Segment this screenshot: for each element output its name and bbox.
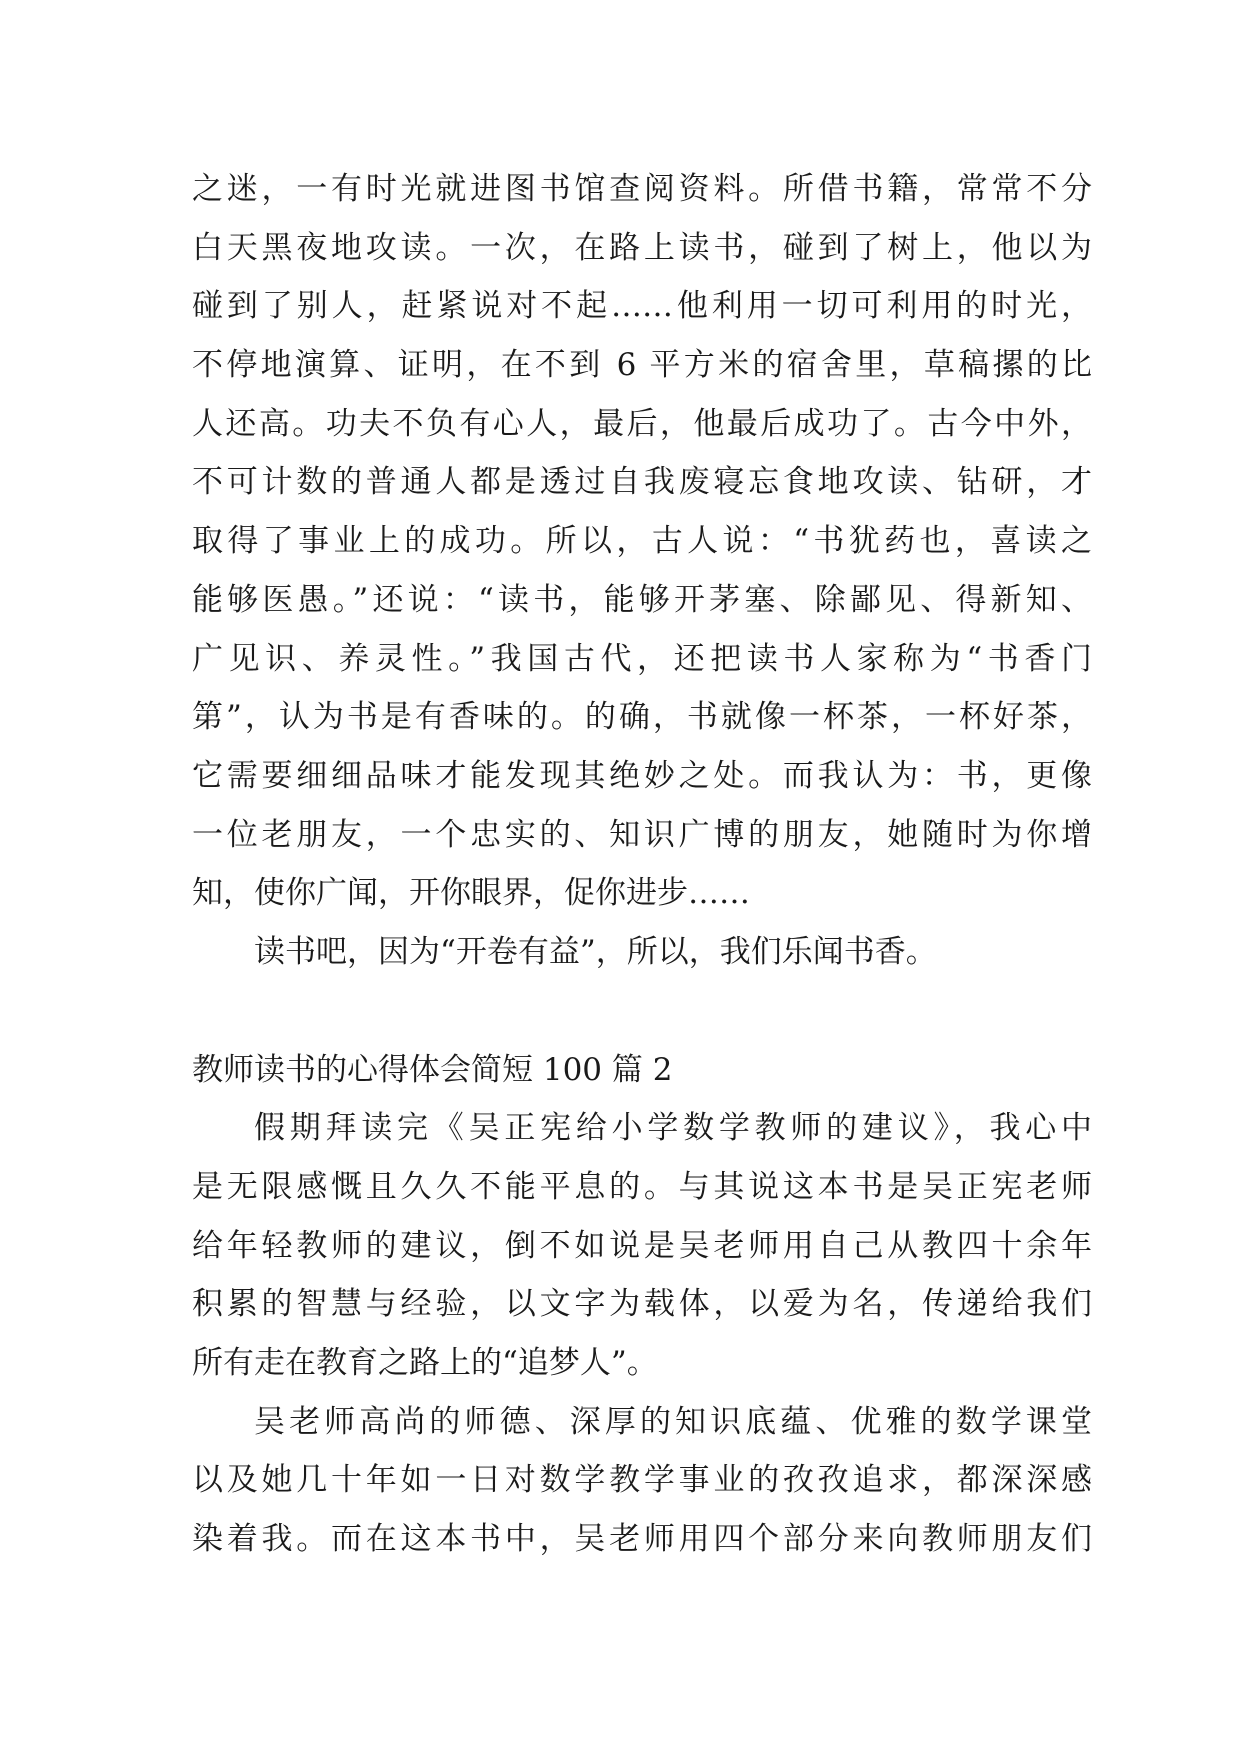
text-line: 所有走在教育之路上的“追梦人”。: [192, 1345, 658, 1382]
text-line: 不可计数的普通人都是透过自我废寝忘食地攻读、钻研，才: [192, 464, 1092, 501]
text-line: 以及她几十年如一日对数学教学事业的孜孜追求，都深深感: [192, 1462, 1092, 1499]
text-line: 碰到了别人，赶紧说对不起……他利用一切可利用的时光，: [192, 288, 1092, 325]
text-line: 吴老师高尚的师德、深厚的知识底蕴、优雅的数学课堂: [254, 1403, 1092, 1440]
text-line: 读书吧，因为“开卷有益”，所以，我们乐闻书香。: [254, 933, 937, 970]
text-line: 一位老朋友，一个忠实的、知识广博的朋友，她随时为你增: [192, 816, 1092, 853]
text-line: 假期拜读完《吴正宪给小学数学教师的建议》，我心中: [254, 1110, 1092, 1147]
text-line: 给年轻教师的建议，倒不如说是吴老师用自己从教四十余年: [192, 1227, 1092, 1264]
text-line: 之迷，一有时光就进图书馆查阅资料。所借书籍，常常不分: [192, 171, 1092, 207]
text-line: 不停地演算、证明，在不到 6 平方米的宿舍里，草稿摞的比: [192, 347, 1092, 384]
text-line: 是无限感慨且久久不能平息的。与其说这本书是吴正宪老师: [192, 1169, 1092, 1205]
text-line: 广见识、养灵性。”我国古代，还把读书人家称为“书香门: [192, 640, 1092, 677]
section-spacer: [192, 982, 1092, 1041]
text-line: 知，使你广闻，开你眼界，促你进步……: [192, 875, 750, 912]
section-heading: [192, 1041, 1092, 1100]
text-line: 人还高。功夫不负有心人，最后，他最后成功了。古今中外，: [192, 405, 1092, 442]
heading-text: 教师读书的心得体会简短 100 篇 2: [192, 1051, 673, 1088]
paragraph: [192, 160, 1092, 923]
paragraph: [192, 1393, 1092, 1569]
text-line: 白天黑夜地攻读。一次，在路上读书，碰到了树上，他以为: [192, 229, 1092, 266]
paragraph: [192, 923, 1092, 982]
text-line: 积累的智慧与经验，以文字为载体，以爱为名，传递给我们: [192, 1286, 1092, 1323]
text-line: 第”，认为书是有香味的。的确，书就像一杯茶，一杯好茶，: [192, 699, 1092, 736]
document-body: [192, 160, 1092, 1569]
text-line: 能够医愚。”还说：“读书，能够开茅塞、除鄙见、得新知、: [192, 581, 1092, 618]
text-line: 它需要细细品味才能发现其绝妙之处。而我认为：书，更像: [192, 757, 1092, 794]
paragraph: [192, 1099, 1092, 1392]
text-line: 染着我。而在这本书中，吴老师用四个部分来向教师朋友们: [192, 1521, 1092, 1558]
text-line: 取得了事业上的成功。所以，古人说：“书犹药也，喜读之: [192, 523, 1092, 560]
